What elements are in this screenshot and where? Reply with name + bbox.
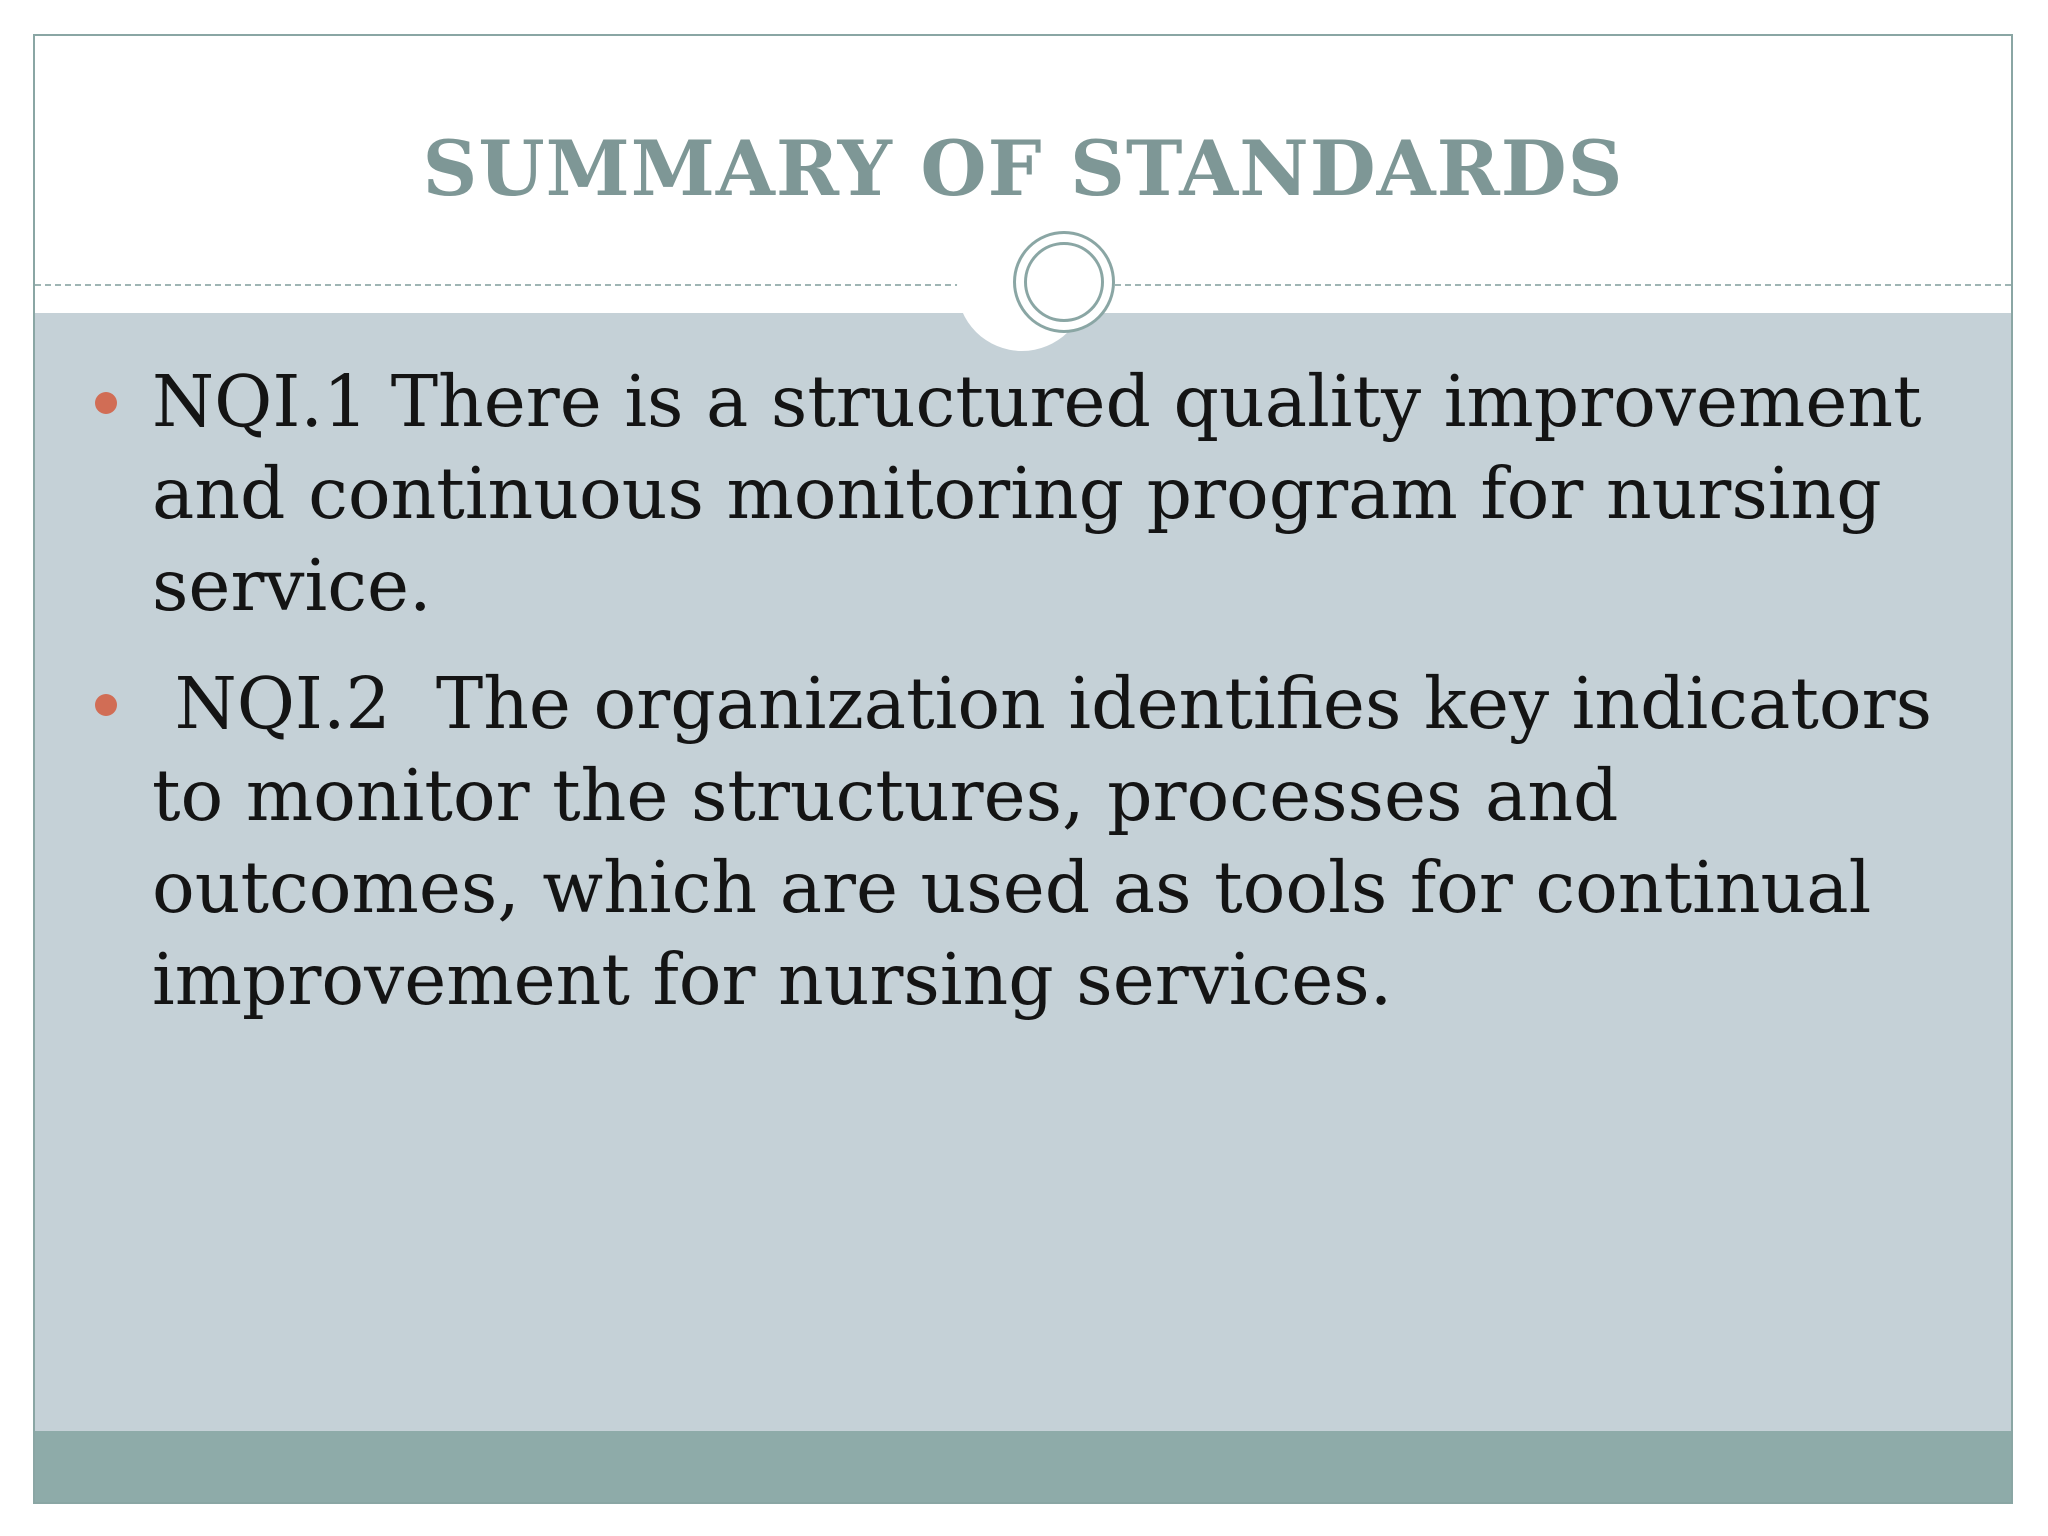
double-ring-ornament-icon xyxy=(1013,231,1115,333)
slide xyxy=(33,34,2013,1504)
bullet-dot-icon xyxy=(95,694,117,716)
bullet-text: NQI.1 There is a structured quality improvement and continuous monitoring program for nursing service. xyxy=(152,360,1922,627)
bullet-item-nqi-2 xyxy=(35,658,2011,1026)
bullet-dot-icon xyxy=(95,392,117,414)
footer-bar xyxy=(35,1431,2011,1502)
bullet-list xyxy=(35,356,2011,1052)
inner-ring-icon xyxy=(1024,242,1104,322)
bullet-item-nqi-1 xyxy=(35,356,2011,632)
bullet-text: NQI.2 The organization identifies key indicators to monitor the structures, processes and outcomes, which are used as tools for continual improvement for nursing services. xyxy=(152,662,1955,1021)
slide-title: SUMMARY OF STANDARDS xyxy=(422,124,1624,213)
